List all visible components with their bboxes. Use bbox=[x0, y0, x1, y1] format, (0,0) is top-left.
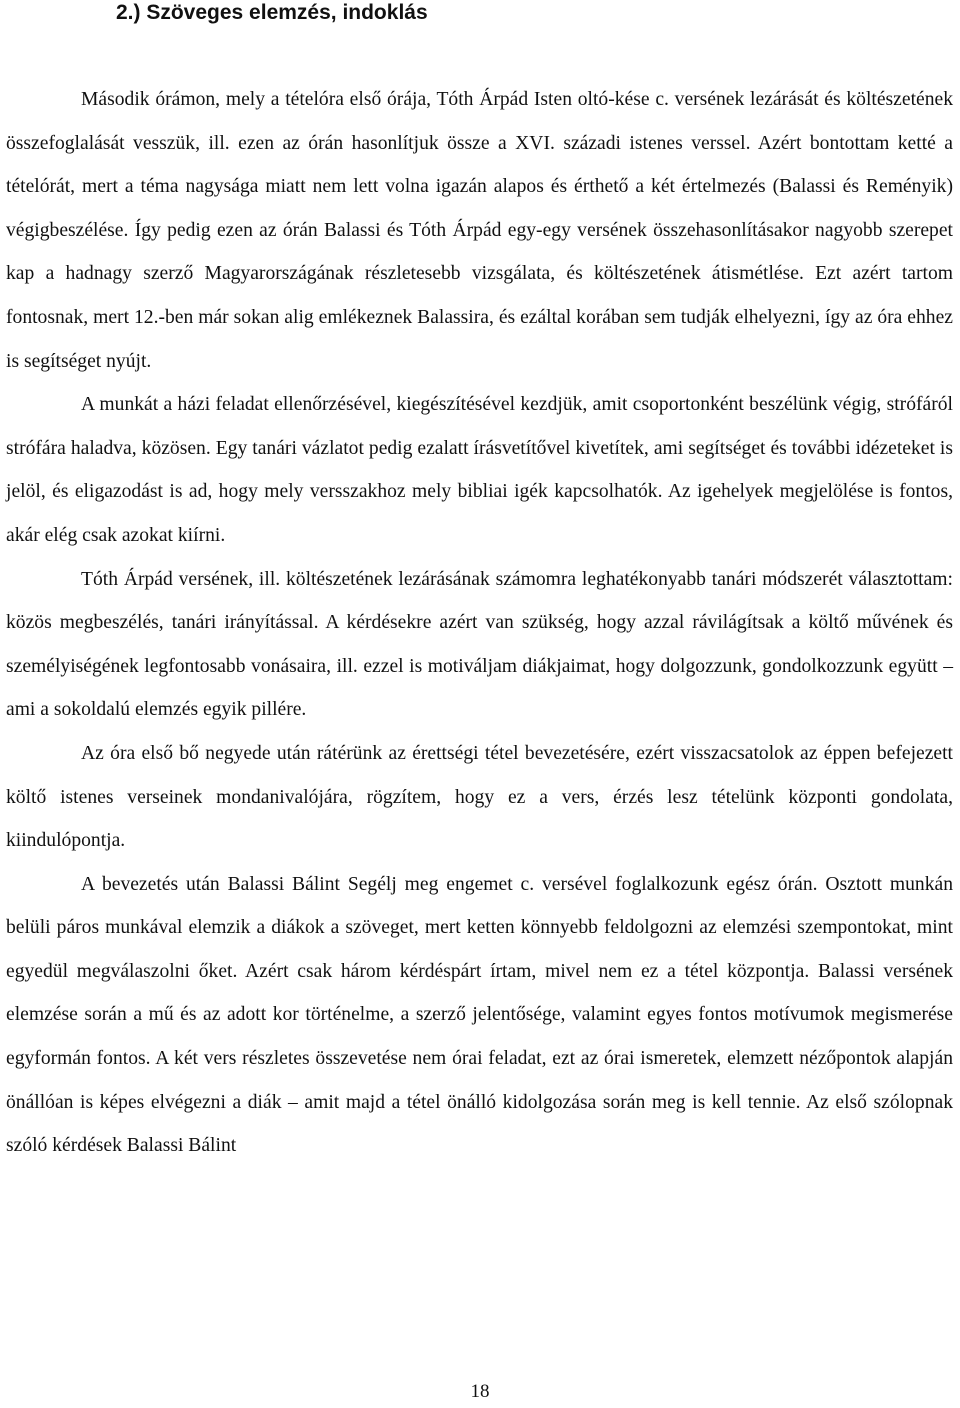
body-text bbox=[6, 78, 953, 1168]
paragraph-balassi-analysis: A bevezetés után Balassi Bálint Segélj meg engemet c. versével foglalkozunk egész órán. Osztott munkán belüli páros munkával elemzik a diákok a szöveget, mert ketten könnyebb feldolgozni az elemzési szempontokat, mint egyedül megválaszolni őket. Azért csak három kérdéspárt írtam, mivel nem ez a tétel központja. Balassi versének elemzése során a mű és az adott kor történelme, a szerző jelentősége, valamint egyes fontos motívumok megismerése egyformán fontos. A két vers részletes összevetése nem órai feladat, ezt az órai ismeretek, elemzett nézőpontok alapján önállóan is képes elvégezni a diák – amit majd a tétel önálló kidolgozása során meg is kell tennie. Az első szólopnak szóló kérdések Balassi Bálint bbox=[6, 873, 953, 1157]
paragraph-introduction-of-topic: Az óra első bő negyede után rátérünk az érettségi tétel bevezetésére, ezért visszacsatolok az éppen befejezett költő istenes verseinek mondanivalójára, rögzítem, hogy ez a vers, érzés lesz tételünk központi gondolata, kiindulópontja. bbox=[6, 742, 953, 852]
paragraph-intro: Második órámon, mely a tételóra első órája, Tóth Árpád Isten oltó-kése c. versének lezárását és költészetének összefoglalását vesszük, ill. ezen az órán hasonlítjuk össze a XVI. századi istenes verssel. Azért bontottam ketté a tételórát, mert a téma nagysága miatt nem lett volna igazán alapos és érthető a két értelmezés (Balassi és Reményik) végigbeszélése. Így pedig ezen az órán Balassi és Tóth Árpád egy-egy versének összehasonlításakor nagyobb szerepet kap a hadnagy szerző Magyarországának részletesebb vizsgálata, és költészetének átismétlése. Ezt azért tartom fontosnak, mert 12.-ben már sokan alig emlékeznek Balassira, és ezáltal korában sem tudják elhelyezni, így az óra ehhez is segítséget nyújt. bbox=[6, 89, 953, 372]
paragraph-homework: A munkát a házi feladat ellenőrzésével, kiegészítésével kezdjük, amit csoportonként beszélünk végig, strófáról strófára haladva, közösen. Egy tanári vázlatot pedig ezalatt írásvetítővel kivetítek, ami segítséget és további idézeteket is jelöl, és eligazodást is ad, hogy mely versszakhoz mely bibliai igék kapcsolhatók. Az igehelyek megjelölése is fontos, akár elég csak azokat kiírni. bbox=[6, 394, 953, 546]
page-number: 18 bbox=[470, 1381, 490, 1402]
section-heading: 2.) Szöveges elemzés, indoklás bbox=[116, 1, 428, 24]
paragraph-method: Tóth Árpád versének, ill. költészetének lezárásának számomra leghatékonyabb tanári módszerét választottam: közös megbeszélés, tanári irányítással. A kérdésekre azért van szükség, hogy azzal rávilágítsak a költő művének és személyiségének legfontosabb vonásaira, ill. ezzel is motiváljam diákjaimat, hogy dolgozzunk, gondolkozzunk együtt – ami a sokoldalú elemzés egyik pillére. bbox=[6, 568, 953, 721]
